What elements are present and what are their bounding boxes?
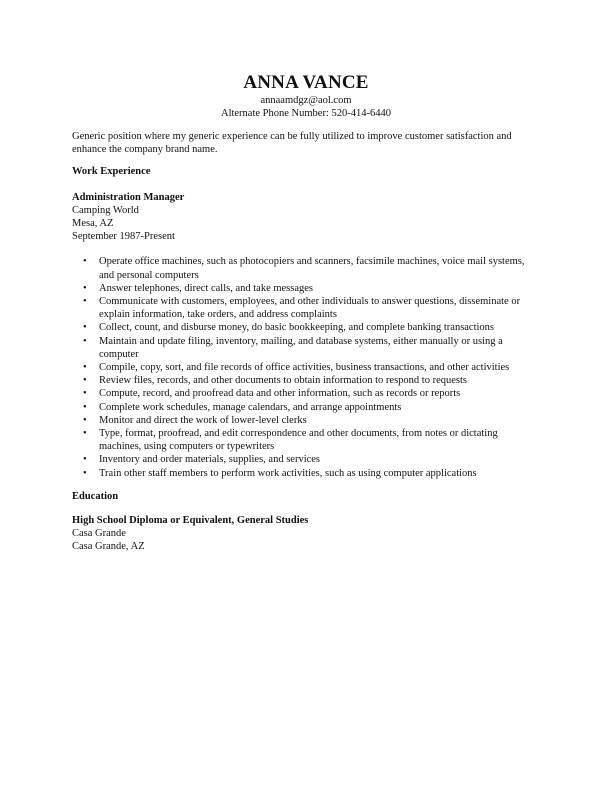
job-title: Administration Manager: [72, 191, 185, 203]
duty-text: Complete work schedules, manage calendars, and arrange appointments: [99, 401, 402, 413]
bullet-point: •: [83, 322, 87, 334]
list-item: [72, 321, 542, 334]
list-item: [72, 374, 542, 387]
employment-dates: September 1987-Present: [72, 231, 175, 243]
duty-text: Inventory and order materials, supplies, and services: [99, 454, 321, 466]
objective-statement: Generic position where my generic experience can be fully utilized to improve customer satisfaction and enhance the company brand name.: [72, 131, 512, 156]
list-item: [72, 295, 542, 321]
duty-text: Train other staff members to perform work activities, such as using computer applications: [99, 467, 477, 479]
bullet-point: •: [83, 454, 87, 466]
list-item: [72, 387, 542, 400]
duty-text: Type, format, proofread, and edit correspondence and other documents, from notes or dictating machines, using computers or typewriters: [99, 428, 498, 453]
resume-content: [72, 130, 542, 554]
education-entry: [72, 514, 542, 554]
school-location: Casa Grande, AZ: [72, 541, 145, 553]
duty-text: Compile, copy, sort, and file records of office activities, business transactions, and other activities: [99, 362, 510, 374]
bullet-point: •: [83, 375, 87, 387]
bullet-point: •: [83, 401, 87, 413]
list-item: [72, 427, 542, 453]
bullet-point: •: [83, 335, 87, 347]
applicant-name: ANNA VANCE: [243, 72, 369, 93]
company-name: Camping World: [72, 204, 139, 216]
email-address: annaamdgz@aol.com: [260, 95, 352, 106]
list-item: [72, 361, 542, 374]
bullet-point: •: [83, 256, 87, 268]
list-item: [72, 282, 542, 295]
duty-text: Communicate with customers, employees, and other individuals to answer questions, disseminate or explain information, take orders, and address complaints: [99, 296, 521, 321]
list-item: [72, 335, 542, 361]
bullet-point: •: [83, 414, 87, 426]
resume-header: [0, 72, 612, 120]
duty-text: Review files, records, and other documents to obtain information to respond to requests: [99, 375, 467, 387]
duty-text: Compute, record, and proofread data and other information, such as records or reports: [99, 388, 461, 400]
work-experience-heading: Work Experience: [72, 166, 151, 178]
duty-text: Answer telephones, direct calls, and take messages: [99, 282, 314, 294]
list-item: [72, 453, 542, 466]
list-item: [72, 255, 542, 281]
education-heading: Education: [72, 490, 119, 502]
job-location: Mesa, AZ: [72, 218, 114, 230]
list-item: [72, 414, 542, 427]
bullet-point: •: [83, 428, 87, 440]
duty-text: Maintain and update filing, inventory, mailing, and database systems, either manually or using a computer: [99, 335, 503, 360]
alternate-phone-number: Alternate Phone Number: 520-414-6440: [220, 108, 391, 119]
list-item: [72, 467, 542, 480]
bullet-point: •: [83, 296, 87, 308]
duty-text: Collect, count, and disburse money, do basic bookkeeping, and complete banking transactions: [99, 322, 495, 334]
bullet-point: •: [83, 467, 87, 479]
work-experience-entry: [72, 191, 542, 480]
bullet-point: •: [83, 388, 87, 400]
duty-text: Monitor and direct the work of lower-level clerks: [99, 414, 307, 426]
bullet-point: •: [83, 362, 87, 374]
duty-text: Operate office machines, such as photocopiers and scanners, facsimile machines, voice mail systems, and personal computers: [99, 256, 525, 281]
list-item: [72, 401, 542, 414]
school-name: Casa Grande: [72, 528, 126, 540]
job-duties-list: [72, 255, 542, 479]
degree-title: High School Diploma or Equivalent, General Studies: [72, 515, 309, 527]
bullet-point: •: [83, 282, 87, 294]
